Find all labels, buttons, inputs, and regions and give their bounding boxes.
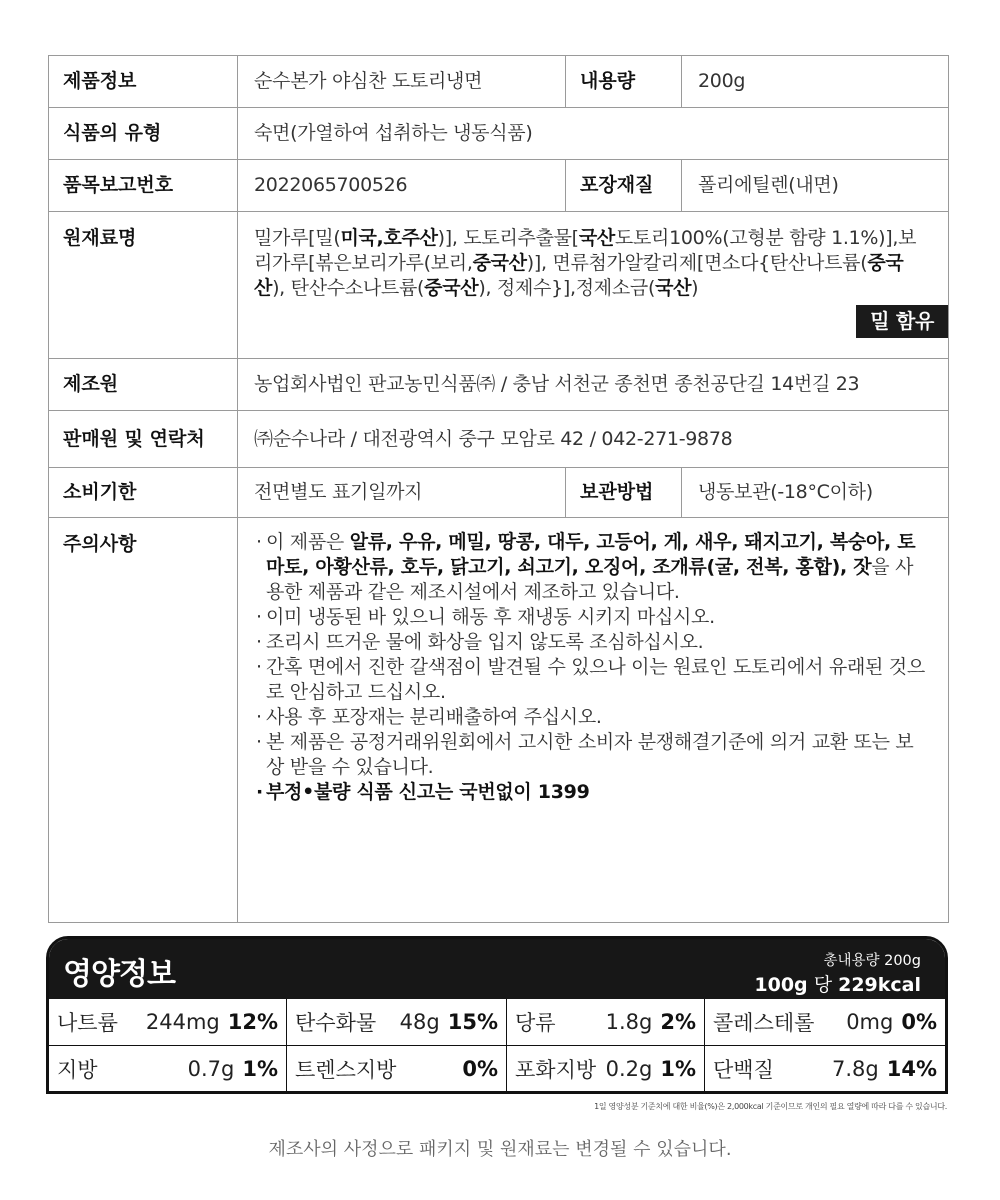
manufacturer-value: 농업회사법인 판교농민식품㈜ / 충남 서천군 종천면 종천공단길 14번길 23 bbox=[238, 359, 949, 411]
ingredient-text: )], 도토리추출물[ bbox=[437, 227, 579, 249]
caution-1-allergens: 알류, 우유, 메밀, 땅콩, 대두, 고등어, 게, 새우, 돼지고기, 복숭아, 토마토, 아황산류, 호두, 닭고기, 쇠고기, 오징어, 조개류(굴, 전복, 홍합), 잣 bbox=[266, 531, 916, 578]
seller-value: ㈜순수나라 / 대전광역시 중구 모암로 42 / 042-271-9878 bbox=[238, 411, 949, 468]
ingredient-text: 도토리100%(고형분 함량 1.1%)],보리가루[볶은보리가루(보리, bbox=[254, 227, 917, 274]
ingredient-origin: 국산 bbox=[578, 227, 615, 249]
row-manufacturer bbox=[49, 359, 949, 411]
ingredient-origin: 중국산 bbox=[472, 252, 527, 274]
nutrition-total: 총내용량 200g bbox=[823, 953, 921, 969]
packaging-label: 포장재질 bbox=[566, 160, 682, 212]
product-name-label: 제품정보 bbox=[49, 56, 238, 108]
nutrient-percent: 0% bbox=[901, 1010, 937, 1034]
nutrient-amount: 48g bbox=[399, 1010, 440, 1034]
nutrient-cell bbox=[287, 1046, 507, 1091]
change-notice: 제조사의 사정으로 패키지 및 원재료는 변경될 수 있습니다. bbox=[268, 1139, 732, 1160]
nutrient-amount: 244mg bbox=[145, 1010, 220, 1034]
report-no-label: 품목보고번호 bbox=[49, 160, 238, 212]
caution-item: · 사용 후 포장재는 분리배출하여 주십시오. bbox=[256, 705, 930, 730]
manufacturer-label: 제조원 bbox=[49, 359, 238, 411]
nutrition-header bbox=[49, 939, 945, 999]
nutrient-cell bbox=[507, 1046, 705, 1091]
nutrient-name: 단백질 bbox=[713, 1057, 774, 1082]
ingredient-text: ), 탄산수소나트륨( bbox=[272, 277, 425, 299]
caution-item: · 간혹 면에서 진한 갈색점이 발견될 수 있으나 이는 원료인 도토리에서 유래된 것으로 안심하고 드십시오. bbox=[256, 655, 930, 705]
content-value: 200g bbox=[682, 56, 949, 108]
per-unit: 당 bbox=[807, 974, 839, 996]
row-food-type bbox=[49, 108, 949, 160]
nutrient-cell bbox=[705, 999, 945, 1045]
ingredients-label: 원재료명 bbox=[49, 212, 238, 359]
ingredient-text: ) bbox=[691, 277, 699, 299]
nutrition-row bbox=[49, 999, 945, 1045]
row-seller bbox=[49, 411, 949, 468]
ingredient-text: )], 면류첨가알칼리제[면소다{탄산나트륨( bbox=[526, 252, 868, 274]
nutrient-cell bbox=[705, 1046, 945, 1091]
caution-1-intro: 이 제품은 bbox=[266, 531, 350, 553]
nutrient-name: 콜레스테롤 bbox=[713, 1011, 815, 1035]
nutrient-name: 지방 bbox=[57, 1057, 98, 1082]
product-info-table bbox=[48, 55, 949, 923]
caution-label: 주의사항 bbox=[49, 518, 238, 923]
nutrient-percent: 1% bbox=[660, 1056, 696, 1081]
nutrition-title: 영양정보 bbox=[63, 957, 175, 992]
row-ingredients bbox=[49, 212, 949, 359]
nutrient-cell bbox=[49, 999, 287, 1045]
row-report-no bbox=[49, 160, 949, 212]
nutrient-name: 트렌스지방 bbox=[295, 1057, 397, 1082]
nutrient-amount: 0.2g bbox=[605, 1056, 653, 1081]
ingredients-text bbox=[254, 226, 932, 301]
storage-value: 냉동보관(-18°C이하) bbox=[682, 468, 949, 518]
nutrient-percent: 12% bbox=[227, 1010, 278, 1034]
nutrient-percent: 15% bbox=[447, 1010, 498, 1034]
caution-list bbox=[238, 518, 949, 923]
nutrition-panel bbox=[46, 936, 948, 1094]
caution-item: · 본 제품은 공정거래위원회에서 고시한 소비자 분쟁해결기준에 의거 교환 또는 보상 받을 수 있습니다. bbox=[256, 730, 930, 780]
nutrient-name: 나트륨 bbox=[57, 1011, 118, 1035]
ingredient-origin: 중국산 bbox=[424, 277, 479, 299]
caution-report-line: · 부정•불량 식품 신고는 국번없이 1399 bbox=[256, 780, 930, 805]
caution-1-rest: 을 사용한 제품과 같은 제조시설에서 제조하고 있습니다. bbox=[266, 556, 914, 603]
nutrient-percent: 14% bbox=[886, 1056, 937, 1081]
packaging-value: 폴리에틸렌(내면) bbox=[682, 160, 949, 212]
nutrient-percent: 1% bbox=[242, 1056, 278, 1081]
nutrition-footnote: 1일 영양성분 기준치에 대한 비율(%)은 2,000kcal 기준이므로 개인의 필요 열량에 따라 다를 수 있습니다. bbox=[594, 1102, 947, 1111]
nutrient-name: 포화지방 bbox=[515, 1057, 597, 1082]
nutrient-name: 당류 bbox=[515, 1011, 556, 1035]
nutrient-amount: 0mg bbox=[846, 1010, 894, 1034]
per-amount: 100g bbox=[754, 974, 808, 996]
nutrient-amount: 7.8g bbox=[832, 1056, 879, 1081]
ingredient-text: ), 정제수}],정제소금( bbox=[478, 277, 656, 299]
ingredients-cell bbox=[238, 212, 949, 359]
nutrition-per-serving bbox=[754, 970, 921, 997]
content-label: 내용량 bbox=[566, 56, 682, 108]
ingredient-text: 밀가루[밀( bbox=[254, 227, 341, 249]
nutrient-amount: 0.7g bbox=[187, 1056, 235, 1081]
nutrient-cell bbox=[287, 999, 507, 1045]
storage-label: 보관방법 bbox=[566, 468, 682, 518]
food-type-value: 숙면(가열하여 섭취하는 냉동식품) bbox=[238, 108, 949, 160]
row-expiry bbox=[49, 468, 949, 518]
nutrient-amount: 1.8g bbox=[605, 1010, 653, 1034]
nutrient-name: 탄수화물 bbox=[295, 1011, 377, 1035]
allergen-badge: 밀 함유 bbox=[856, 305, 948, 338]
food-type-label: 식품의 유형 bbox=[49, 108, 238, 160]
nutrition-row bbox=[49, 1045, 945, 1091]
ingredient-origin: 국산 bbox=[655, 277, 692, 299]
expiry-label: 소비기한 bbox=[49, 468, 238, 518]
nutrient-percent: 2% bbox=[660, 1010, 696, 1034]
expiry-value: 전면별도 표기일까지 bbox=[238, 468, 566, 518]
kcal-value: 229kcal bbox=[838, 974, 921, 996]
nutrient-cell bbox=[49, 1046, 287, 1091]
nutrient-percent: 0% bbox=[462, 1056, 498, 1081]
allergen-box bbox=[254, 301, 932, 338]
ingredient-origin: 미국,호주산 bbox=[340, 227, 438, 249]
nutrient-cell bbox=[507, 999, 705, 1045]
ingredient-origin: 중국산 bbox=[254, 252, 904, 299]
caution-item: · 조리시 뜨거운 물에 화상을 입지 않도록 조심하십시오. bbox=[256, 630, 930, 655]
row-caution bbox=[49, 518, 949, 923]
row-product-name bbox=[49, 56, 949, 108]
caution-item: · 이미 냉동된 바 있으니 해동 후 재냉동 시키지 마십시오. bbox=[256, 605, 930, 630]
product-name-value: 순수본가 야심찬 도토리냉면 bbox=[238, 56, 566, 108]
seller-label: 판매원 및 연락처 bbox=[49, 411, 238, 468]
caution-item bbox=[256, 530, 930, 605]
report-no-value: 2022065700526 bbox=[238, 160, 566, 212]
